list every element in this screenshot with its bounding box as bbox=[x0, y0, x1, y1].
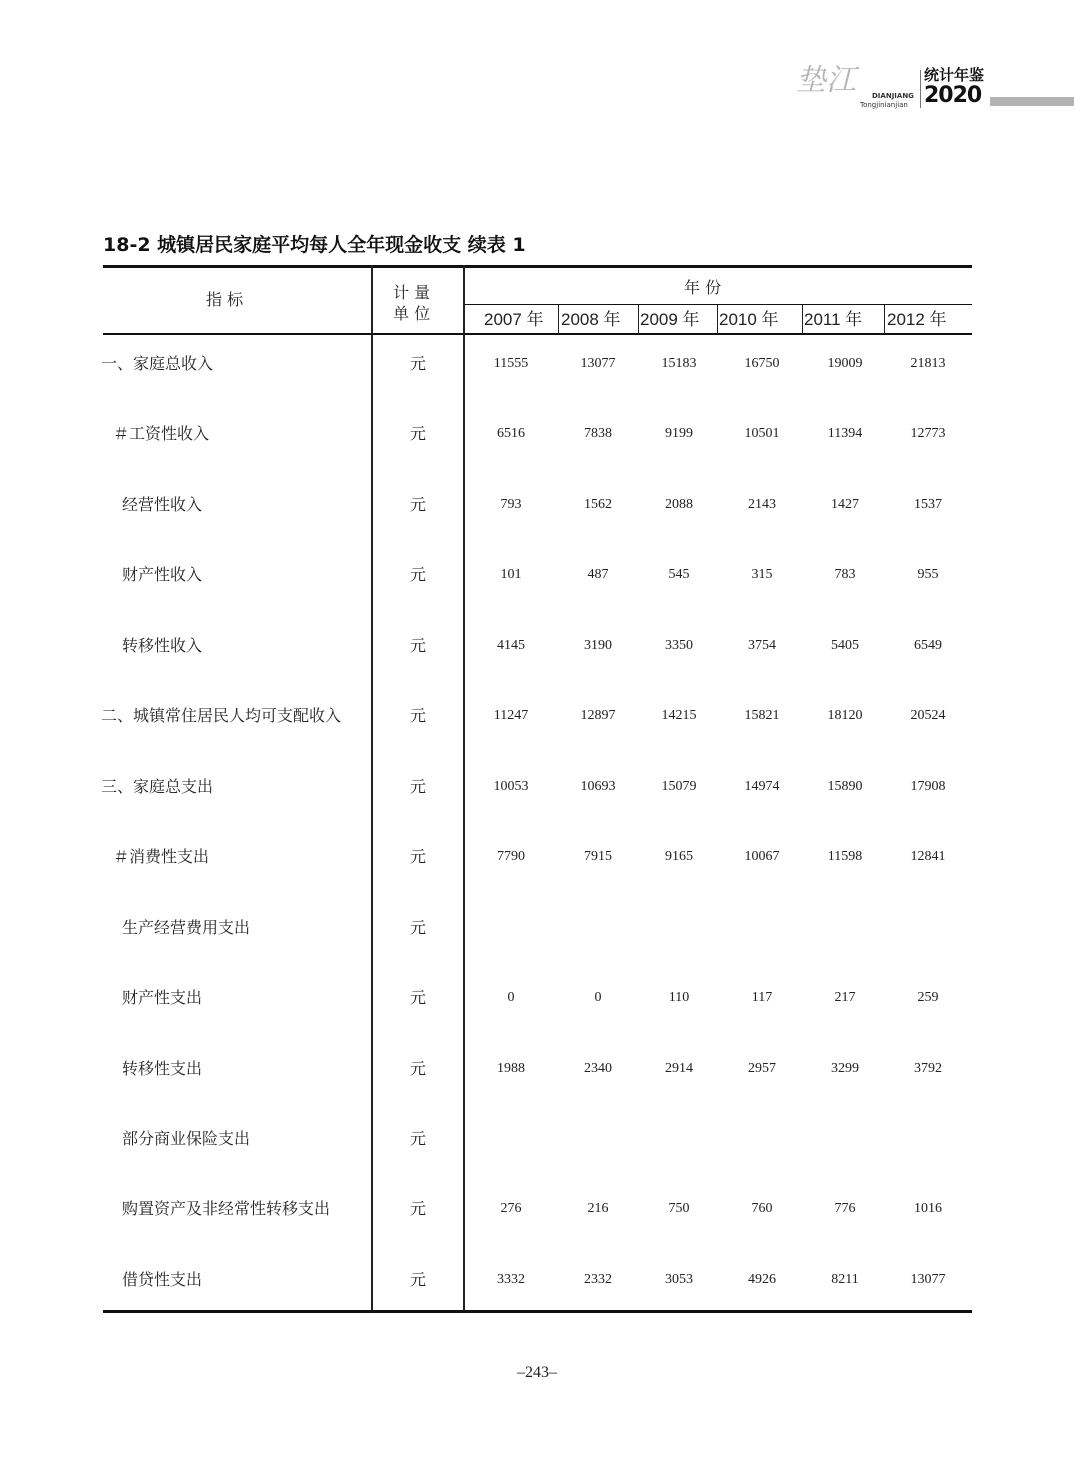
year-divider bbox=[638, 305, 639, 334]
table-cell: 1427 bbox=[831, 496, 859, 512]
logo-pinyin-sub: Tongjinianjian bbox=[860, 101, 908, 109]
table-cell: 760 bbox=[751, 1201, 773, 1217]
table-cell: 487 bbox=[587, 567, 609, 583]
table-cell: 11394 bbox=[827, 426, 863, 442]
row-label: 转移性收入 bbox=[122, 635, 203, 655]
year-divider bbox=[802, 305, 803, 334]
table-title: 18-2 城镇居民家庭平均每人全年现金收支 续表 1 bbox=[103, 234, 526, 256]
table-top-rule bbox=[103, 265, 972, 268]
table-cell: 276 bbox=[500, 1201, 522, 1217]
table-cell: 776 bbox=[834, 1201, 856, 1217]
table-cell: 3053 bbox=[665, 1271, 693, 1287]
row-label: 生产经营费用支出 bbox=[122, 917, 251, 937]
row-label: 财产性收入 bbox=[122, 565, 203, 585]
table-cell: 8211 bbox=[831, 1271, 859, 1287]
table-cell: 7915 bbox=[584, 849, 612, 865]
table-cell: 9165 bbox=[665, 849, 693, 865]
header-bottom-rule bbox=[103, 333, 972, 335]
row-unit: 元 bbox=[409, 988, 426, 1008]
table-cell: 4145 bbox=[497, 637, 525, 653]
table-bottom-rule bbox=[103, 1310, 972, 1313]
table-cell: 750 bbox=[668, 1201, 690, 1217]
table-cell: 545 bbox=[668, 567, 690, 583]
table-cell: 12897 bbox=[580, 708, 616, 724]
table-cell: 13077 bbox=[580, 356, 616, 371]
logo-divider bbox=[920, 70, 921, 108]
logo-year: 2020 bbox=[924, 83, 982, 108]
table-cell: 16750 bbox=[744, 356, 780, 371]
table-cell: 2914 bbox=[665, 1060, 693, 1076]
row-unit: 元 bbox=[409, 917, 426, 937]
row-label: ＃消费性支出 bbox=[113, 847, 210, 867]
table-cell: 15821 bbox=[744, 708, 780, 724]
header-year-group: 年 份 bbox=[684, 278, 722, 297]
logo-pinyin: DIANJIANG bbox=[872, 92, 914, 100]
table-cell: 5405 bbox=[831, 637, 859, 653]
header-year: 2012 年 bbox=[887, 310, 947, 329]
table-cell: 2143 bbox=[748, 496, 776, 512]
row-unit: 元 bbox=[409, 635, 426, 655]
row-unit: 元 bbox=[409, 354, 426, 373]
table-cell: 0 bbox=[507, 990, 515, 1006]
row-label: ＃工资性收入 bbox=[113, 424, 210, 444]
year-divider bbox=[558, 305, 559, 334]
table-cell: 14974 bbox=[744, 778, 780, 794]
table-cell: 110 bbox=[668, 990, 690, 1006]
header-year: 2008 年 bbox=[561, 310, 621, 329]
table-cell: 3190 bbox=[584, 637, 612, 653]
table-cell: 216 bbox=[587, 1201, 609, 1217]
table-cell: 1016 bbox=[914, 1201, 942, 1217]
header-unit-line1: 计 量 bbox=[393, 283, 431, 302]
table-cell: 783 bbox=[834, 567, 856, 583]
table-cell: 6549 bbox=[914, 637, 942, 653]
page-number: –243– bbox=[517, 1364, 557, 1381]
header-gray-bar bbox=[990, 97, 1074, 106]
table-cell: 3792 bbox=[914, 1060, 942, 1076]
table-cell: 101 bbox=[500, 567, 522, 583]
row-unit: 元 bbox=[409, 565, 426, 585]
row-unit: 元 bbox=[409, 847, 426, 867]
table-cell: 10067 bbox=[744, 849, 780, 865]
table-cell: 21813 bbox=[910, 356, 946, 371]
table-cell: 1988 bbox=[497, 1060, 525, 1076]
table-cell: 18120 bbox=[827, 708, 863, 724]
row-label: 一、家庭总收入 bbox=[101, 354, 214, 373]
row-label: 财产性支出 bbox=[122, 988, 203, 1008]
row-label: 经营性收入 bbox=[122, 494, 203, 514]
table-cell: 15890 bbox=[827, 778, 863, 794]
table-cell: 10693 bbox=[580, 778, 616, 794]
row-label: 借贷性支出 bbox=[122, 1269, 203, 1289]
table-cell: 259 bbox=[917, 990, 939, 1006]
table-cell: 3299 bbox=[831, 1060, 859, 1076]
table-cell: 0 bbox=[594, 990, 602, 1006]
logo-brush-text: 垫江 bbox=[796, 63, 856, 98]
table-cell: 11247 bbox=[493, 708, 529, 724]
table-cell: 7790 bbox=[497, 849, 525, 865]
header-unit-line2: 单 位 bbox=[393, 304, 431, 323]
table-cell: 20524 bbox=[910, 708, 946, 724]
table-cell: 3350 bbox=[665, 637, 693, 653]
table-cell: 4926 bbox=[748, 1271, 776, 1287]
table-cell: 1562 bbox=[584, 496, 612, 512]
year-group-rule bbox=[464, 304, 972, 305]
table-cell: 7838 bbox=[584, 426, 612, 442]
row-unit: 元 bbox=[409, 424, 426, 444]
header-year: 2011 年 bbox=[804, 310, 863, 329]
table-cell: 10053 bbox=[493, 778, 529, 794]
table-cell: 793 bbox=[500, 496, 522, 512]
row-unit: 元 bbox=[409, 706, 426, 726]
table-cell: 2088 bbox=[665, 496, 693, 512]
logo-title: 统计年鉴 bbox=[924, 66, 985, 84]
table-cell: 217 bbox=[834, 990, 856, 1006]
row-label: 二、城镇常住居民人均可支配收入 bbox=[101, 706, 342, 726]
row-unit: 元 bbox=[409, 1199, 426, 1219]
table-cell: 13077 bbox=[910, 1271, 946, 1287]
row-label: 购置资产及非经常性转移支出 bbox=[122, 1199, 331, 1219]
table-cell: 1537 bbox=[914, 496, 942, 512]
year-divider bbox=[717, 305, 718, 334]
row-unit: 元 bbox=[409, 1128, 426, 1148]
table-cell: 11598 bbox=[827, 849, 863, 865]
header-indicator: 指 标 bbox=[206, 290, 244, 309]
header-year: 2009 年 bbox=[640, 310, 700, 329]
row-label: 三、家庭总支出 bbox=[101, 776, 214, 796]
year-divider bbox=[884, 305, 885, 334]
table-cell: 11555 bbox=[493, 356, 529, 371]
table-cell: 19009 bbox=[827, 356, 863, 371]
table-cell: 2340 bbox=[584, 1060, 612, 1076]
row-unit: 元 bbox=[409, 1058, 426, 1078]
row-label: 部分商业保险支出 bbox=[122, 1128, 251, 1148]
table-cell: 6516 bbox=[497, 426, 525, 442]
header-year: 2010 年 bbox=[719, 310, 779, 329]
table-cell: 955 bbox=[917, 567, 939, 583]
table-cell: 15079 bbox=[661, 778, 697, 794]
table-cell: 14215 bbox=[661, 708, 697, 724]
table-cell: 9199 bbox=[665, 426, 693, 442]
row-unit: 元 bbox=[409, 776, 426, 796]
table-cell: 3754 bbox=[748, 637, 776, 653]
row-unit: 元 bbox=[409, 1269, 426, 1289]
header-year: 2007 年 bbox=[484, 310, 544, 329]
table-cell: 315 bbox=[751, 567, 773, 583]
table-cell: 3332 bbox=[497, 1271, 525, 1287]
table-cell: 10501 bbox=[744, 426, 780, 442]
row-label: 转移性支出 bbox=[122, 1058, 203, 1078]
table-cell: 12773 bbox=[910, 426, 946, 442]
table-cell: 15183 bbox=[661, 356, 697, 371]
table-cell: 17908 bbox=[910, 778, 946, 794]
table-cell: 12841 bbox=[910, 849, 946, 865]
table-cell: 2957 bbox=[748, 1060, 776, 1076]
row-unit: 元 bbox=[409, 494, 426, 514]
table-cell: 117 bbox=[751, 990, 773, 1006]
table-cell: 2332 bbox=[584, 1271, 612, 1287]
